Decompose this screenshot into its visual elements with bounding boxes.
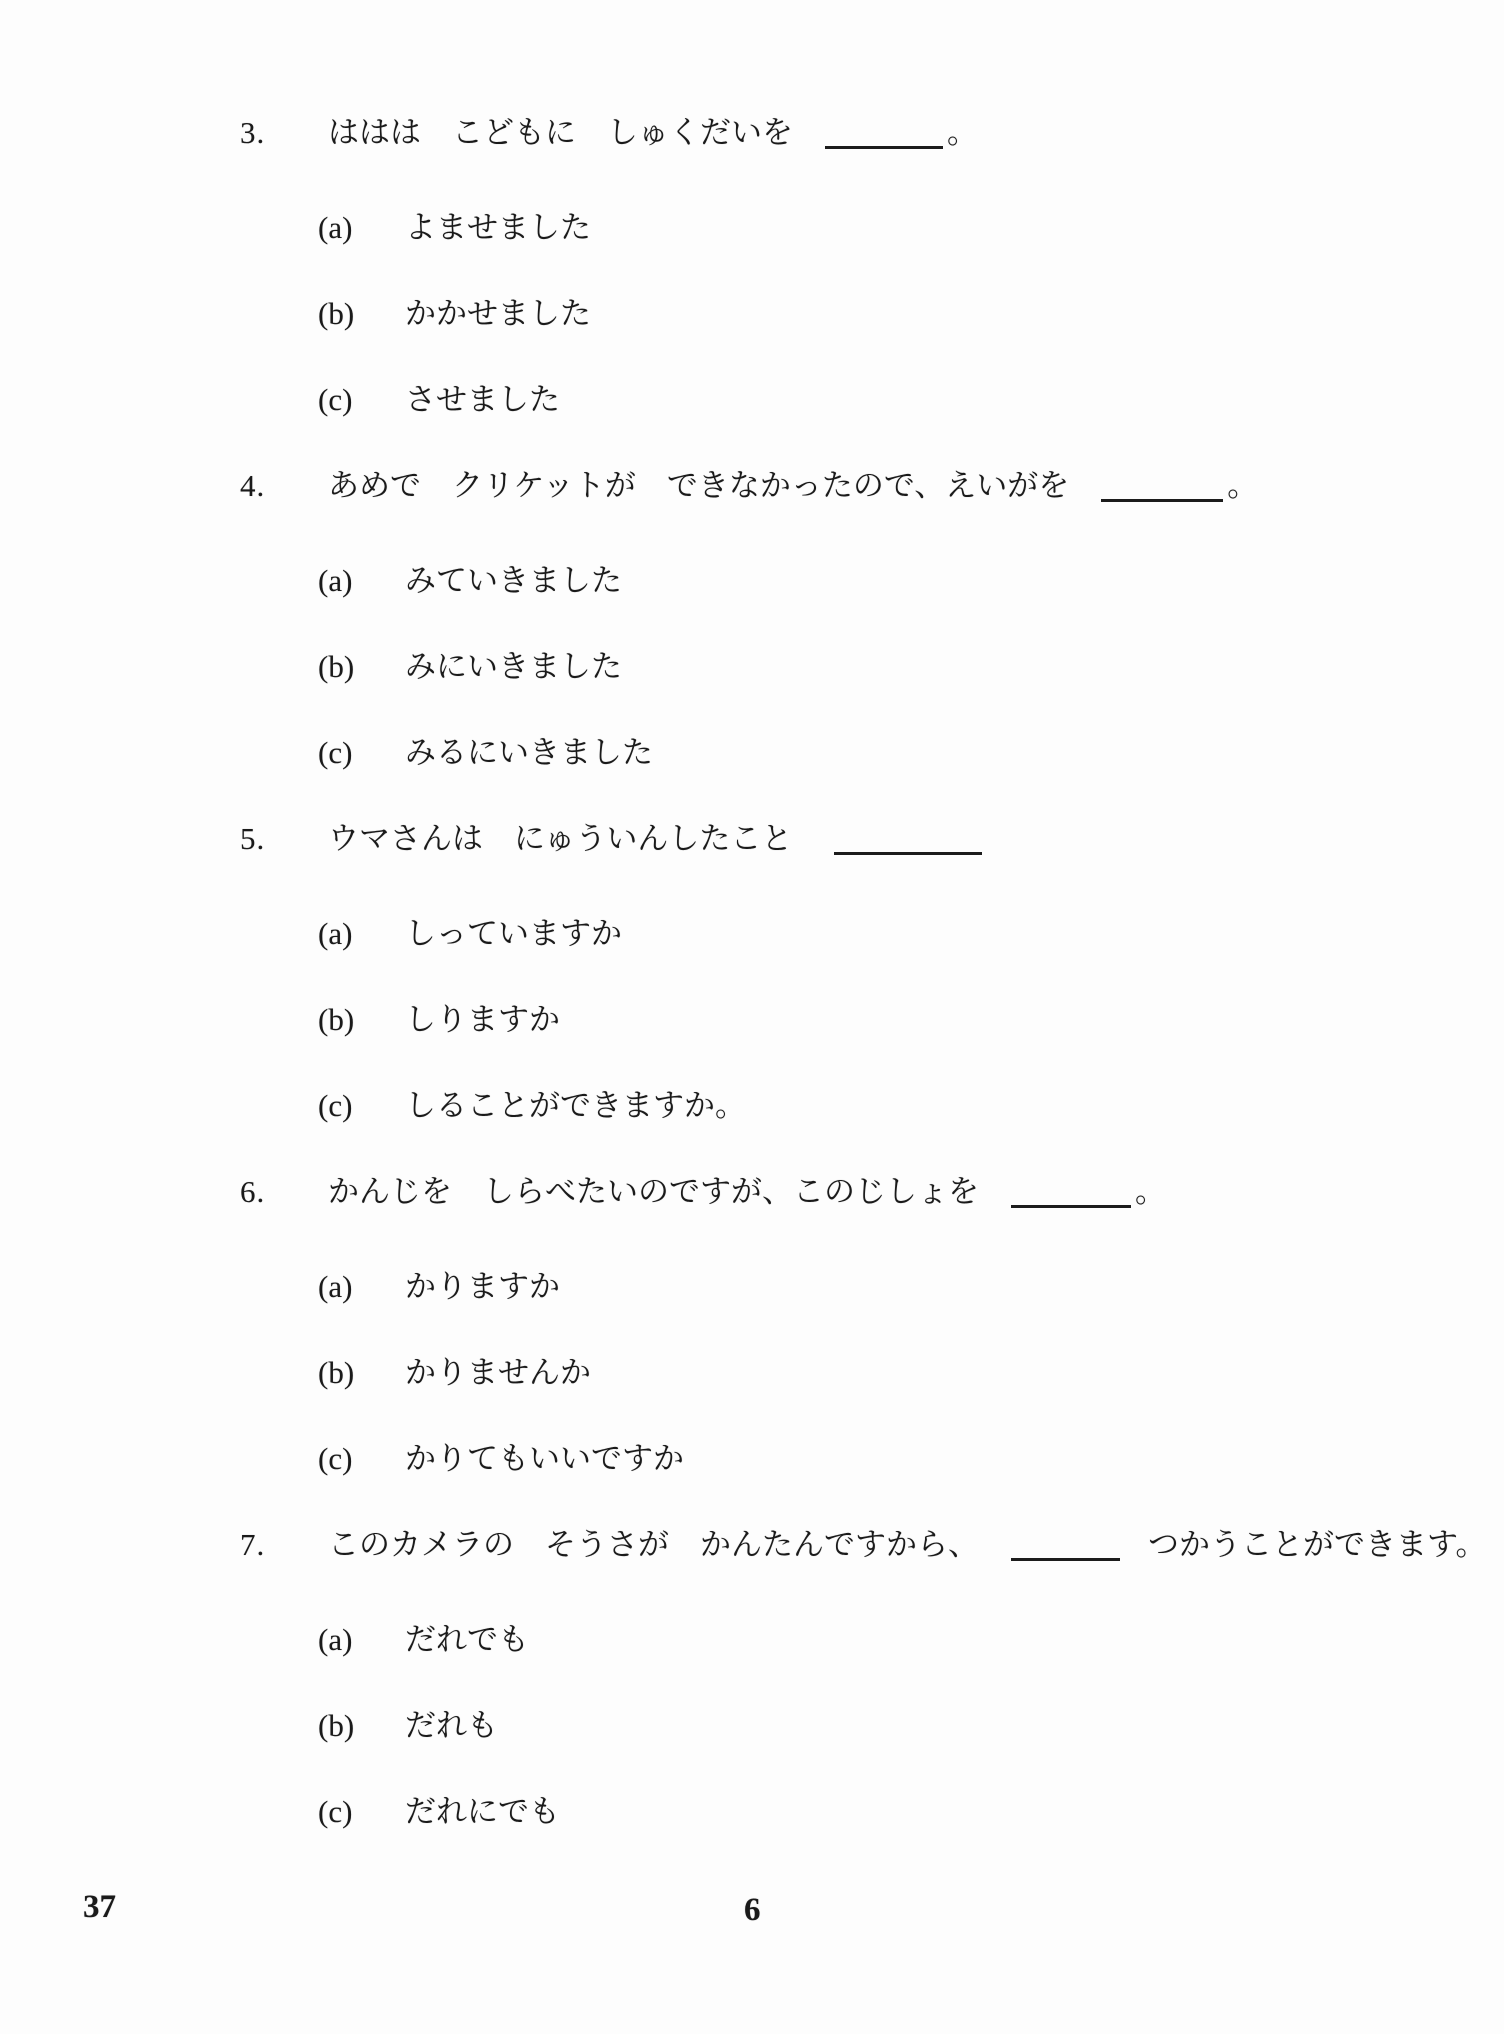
option-text: しりますか (405, 1002, 560, 1037)
page-number: 6 (744, 1892, 761, 1928)
option-label: (a) (318, 210, 353, 245)
option-a (0, 207, 1504, 249)
option-text: しることができますか。 (405, 1088, 746, 1123)
option-label: (b) (318, 296, 355, 331)
question-number: 3. (240, 115, 266, 150)
option-c (0, 1085, 1504, 1127)
option-a (0, 1266, 1504, 1308)
question-7 (0, 1524, 1504, 1833)
option-text: だれも (405, 1708, 498, 1743)
question-text-post: 。 (1227, 468, 1259, 503)
option-text: だれにでも (405, 1794, 560, 1829)
option-text: しっていますか (405, 916, 622, 951)
option-text: みるにいきました (405, 735, 653, 770)
option-label: (b) (318, 1355, 355, 1390)
option-text: かりますか (405, 1269, 560, 1304)
option-text: かりてもいいですか (405, 1441, 684, 1476)
option-label: (c) (318, 1088, 353, 1123)
question-text: かんじを しらべたいのですが、このじしょを (328, 1174, 979, 1209)
question-text-post: つかうことができます。 (1148, 1527, 1487, 1562)
option-c (0, 1438, 1504, 1480)
question-text: このカメラの そうさが かんたんですから、 (328, 1527, 979, 1562)
option-b (0, 1352, 1504, 1394)
question-text: ウマさんは にゅういんしたこと (328, 821, 793, 856)
option-label: (c) (318, 1441, 353, 1476)
question-4 (0, 465, 1504, 774)
answer-blank (834, 846, 982, 855)
option-label: (b) (318, 1708, 355, 1743)
option-text: みにいきました (405, 649, 622, 684)
option-label: (c) (318, 382, 353, 417)
option-label: (b) (318, 1002, 355, 1037)
question-text: ははは こどもに しゅくだいを (328, 115, 793, 150)
option-label: (c) (318, 735, 353, 770)
answer-blank (1011, 1552, 1120, 1561)
option-text: かりませんか (405, 1355, 591, 1390)
option-label: (a) (318, 1269, 353, 1304)
question-line (0, 1171, 1504, 1213)
question-number: 5. (240, 821, 266, 856)
question-number: 6. (240, 1174, 266, 1209)
question-text-post: 。 (1135, 1174, 1166, 1209)
paper-code: 37 (83, 1889, 116, 1925)
question-3 (0, 112, 1504, 421)
question-line (0, 112, 1504, 154)
option-a (0, 1619, 1504, 1661)
option-a (0, 560, 1504, 602)
option-text: みていきました (405, 563, 622, 598)
question-text: あめで クリケットが できなかったので、えいがを (328, 468, 1070, 503)
option-b (0, 1705, 1504, 1747)
option-label: (b) (318, 649, 355, 684)
question-line (0, 1524, 1504, 1566)
answer-blank (1101, 493, 1223, 502)
option-c (0, 732, 1504, 774)
option-b (0, 999, 1504, 1041)
question-6 (0, 1171, 1504, 1480)
option-text: させました (405, 382, 560, 417)
option-text: だれでも (405, 1622, 529, 1657)
option-label: (a) (318, 563, 353, 598)
question-number: 7. (240, 1527, 266, 1562)
question-number: 4. (240, 468, 266, 503)
answer-blank (1011, 1199, 1131, 1208)
option-a (0, 913, 1504, 955)
question-5 (0, 818, 1504, 1127)
question-line (0, 818, 1504, 860)
option-text: かかせました (405, 296, 591, 331)
option-b (0, 293, 1504, 335)
question-text-post: 。 (947, 115, 978, 150)
option-label: (c) (318, 1794, 353, 1829)
option-c (0, 379, 1504, 421)
option-b (0, 646, 1504, 688)
answer-blank (825, 140, 943, 149)
option-label: (a) (318, 1622, 353, 1657)
option-label: (a) (318, 916, 353, 951)
option-c (0, 1791, 1504, 1833)
option-text: よませました (405, 210, 591, 245)
question-line (0, 465, 1504, 507)
